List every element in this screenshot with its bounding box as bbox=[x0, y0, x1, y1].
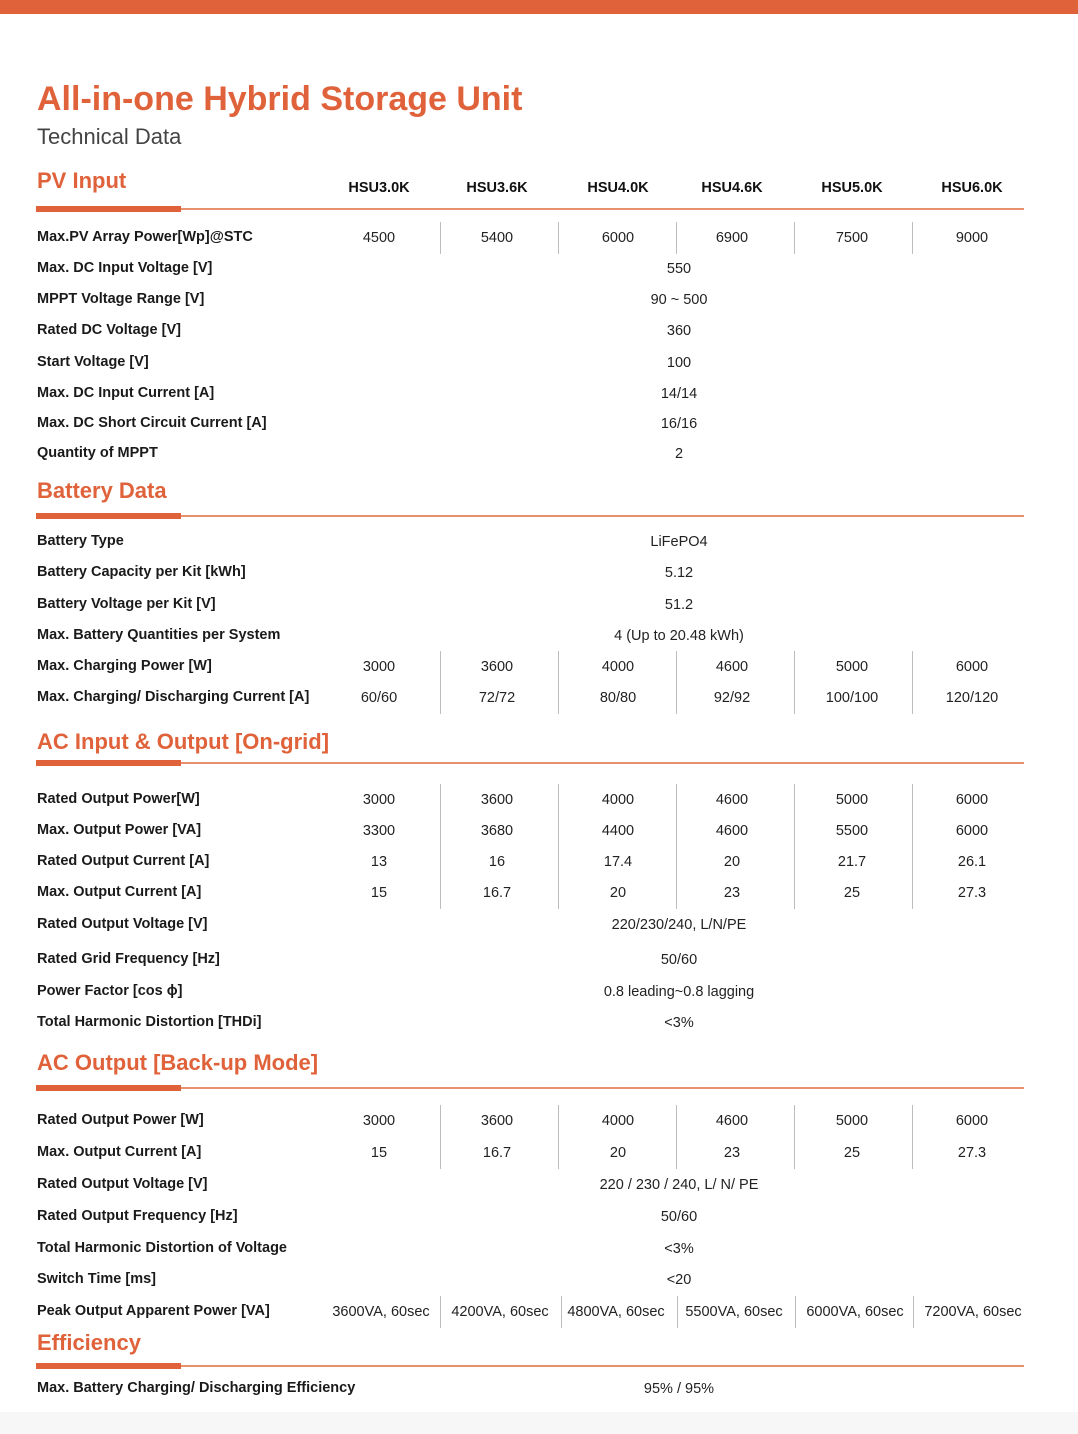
top-accent-bar bbox=[0, 0, 1078, 14]
spec-value: 16/16 bbox=[660, 416, 698, 432]
spec-value: 7500 bbox=[835, 230, 869, 246]
spec-value: 20 bbox=[723, 854, 741, 870]
spec-value: 4500 bbox=[362, 230, 396, 246]
spec-label: Max. Charging Power [W] bbox=[37, 658, 212, 674]
section-divider bbox=[36, 208, 1024, 210]
spec-value: 4400 bbox=[601, 823, 635, 839]
spec-value: 4200VA, 60sec bbox=[451, 1304, 549, 1320]
spec-label: Max. Output Current [A] bbox=[37, 1144, 202, 1160]
spec-value: 23 bbox=[723, 1145, 741, 1161]
section-divider bbox=[36, 1087, 1024, 1089]
spec-value: 220/230/240, L/N/PE bbox=[611, 917, 747, 933]
section-accent-bar bbox=[36, 760, 181, 766]
spec-value: 80/80 bbox=[599, 690, 637, 706]
spec-value: 4000 bbox=[601, 659, 635, 675]
column-divider bbox=[794, 651, 795, 714]
spec-label: Rated Output Power [W] bbox=[37, 1112, 204, 1128]
spec-value: 6000 bbox=[955, 823, 989, 839]
section-title-ac-grid: AC Input & Output [On-grid] bbox=[37, 729, 330, 754]
spec-value: 16.7 bbox=[482, 1145, 512, 1161]
page-bottom-edge bbox=[0, 1412, 1078, 1434]
section-accent-bar bbox=[36, 513, 181, 519]
spec-value: 21.7 bbox=[837, 854, 867, 870]
spec-value: 4000 bbox=[601, 1113, 635, 1129]
section-divider bbox=[36, 1365, 1024, 1367]
spec-value: 7200VA, 60sec bbox=[924, 1304, 1022, 1320]
section-title-efficiency: Efficiency bbox=[37, 1330, 141, 1355]
column-divider bbox=[558, 784, 559, 909]
spec-label: Max. Output Power [VA] bbox=[37, 822, 202, 838]
spec-label: Battery Voltage per Kit [V] bbox=[37, 596, 216, 612]
spec-value: 9000 bbox=[955, 230, 989, 246]
spec-label: Battery Capacity per Kit [kWh] bbox=[37, 564, 246, 580]
column-divider bbox=[676, 1105, 677, 1169]
spec-value: 25 bbox=[843, 885, 861, 901]
spec-value: 17.4 bbox=[603, 854, 633, 870]
column-divider bbox=[440, 222, 441, 254]
spec-value: 92/92 bbox=[713, 690, 751, 706]
model-header: HSU5.0K bbox=[821, 180, 883, 196]
spec-value: 3600VA, 60sec bbox=[332, 1304, 430, 1320]
spec-value: <3% bbox=[664, 1241, 694, 1257]
spec-value: 6000 bbox=[955, 792, 989, 808]
model-header: HSU4.6K bbox=[701, 180, 763, 196]
spec-value: 6000 bbox=[601, 230, 635, 246]
spec-label: Rated Output Voltage [V] bbox=[37, 916, 208, 932]
spec-label: Battery Type bbox=[37, 533, 124, 549]
column-divider bbox=[440, 1296, 441, 1328]
spec-value: 100 bbox=[666, 355, 692, 371]
section-accent-bar bbox=[36, 1085, 181, 1091]
column-divider bbox=[676, 651, 677, 714]
spec-value: 550 bbox=[666, 261, 692, 277]
spec-label: Rated DC Voltage [V] bbox=[37, 322, 181, 338]
column-divider bbox=[677, 1296, 678, 1328]
spec-value: 3000 bbox=[362, 659, 396, 675]
section-title-ac-backup: AC Output [Back-up Mode] bbox=[37, 1050, 319, 1075]
spec-label: Max. Battery Charging/ Discharging Efficiency bbox=[37, 1380, 356, 1396]
spec-value: 15 bbox=[370, 885, 388, 901]
column-divider bbox=[558, 222, 559, 254]
column-divider bbox=[440, 1105, 441, 1169]
spec-value: 4800VA, 60sec bbox=[567, 1304, 665, 1320]
spec-value: 16 bbox=[488, 854, 506, 870]
spec-value: 72/72 bbox=[478, 690, 516, 706]
spec-value: 50/60 bbox=[660, 1209, 698, 1225]
spec-value: 3000 bbox=[362, 792, 396, 808]
column-divider bbox=[676, 222, 677, 254]
column-divider bbox=[558, 1105, 559, 1169]
spec-label: Max. Battery Quantities per System bbox=[37, 627, 281, 643]
spec-value: 3600 bbox=[480, 1113, 514, 1129]
spec-value: 120/120 bbox=[945, 690, 999, 706]
spec-value: 27.3 bbox=[957, 885, 987, 901]
column-divider bbox=[794, 1105, 795, 1169]
spec-value: 2 bbox=[674, 446, 684, 462]
section-divider bbox=[36, 762, 1024, 764]
spec-label: Power Factor [cos ϕ] bbox=[37, 983, 183, 999]
spec-value: 4 (Up to 20.48 kWh) bbox=[614, 628, 744, 644]
spec-value: 27.3 bbox=[957, 1145, 987, 1161]
model-header: HSU6.0K bbox=[941, 180, 1003, 196]
spec-value: 6000VA, 60sec bbox=[806, 1304, 904, 1320]
section-accent-bar bbox=[36, 1363, 181, 1369]
column-divider bbox=[794, 222, 795, 254]
spec-value: 5500VA, 60sec bbox=[685, 1304, 783, 1320]
spec-value: 5000 bbox=[835, 1113, 869, 1129]
spec-value: 20 bbox=[609, 1145, 627, 1161]
spec-value: 50/60 bbox=[660, 952, 698, 968]
spec-value: 3300 bbox=[362, 823, 396, 839]
spec-value: 5500 bbox=[835, 823, 869, 839]
section-title-pv: PV Input bbox=[37, 168, 127, 193]
column-divider bbox=[440, 784, 441, 909]
model-header: HSU3.6K bbox=[466, 180, 528, 196]
section-title-battery: Battery Data bbox=[37, 478, 167, 503]
spec-value: 360 bbox=[666, 323, 692, 339]
spec-value: 13 bbox=[370, 854, 388, 870]
page-title: All-in-one Hybrid Storage Unit bbox=[37, 80, 523, 118]
spec-label: Max. DC Input Voltage [V] bbox=[37, 260, 213, 276]
column-divider bbox=[561, 1296, 562, 1328]
spec-label: Rated Output Frequency [Hz] bbox=[37, 1208, 238, 1224]
column-divider bbox=[913, 1296, 914, 1328]
model-header: HSU4.0K bbox=[587, 180, 649, 196]
model-header: HSU3.0K bbox=[348, 180, 410, 196]
spec-value: 16.7 bbox=[482, 885, 512, 901]
column-divider bbox=[912, 1105, 913, 1169]
spec-value: 3000 bbox=[362, 1113, 396, 1129]
spec-value: 4600 bbox=[715, 1113, 749, 1129]
spec-label: Max. DC Short Circuit Current [A] bbox=[37, 415, 267, 431]
spec-label: Quantity of MPPT bbox=[37, 445, 158, 461]
spec-value: <3% bbox=[664, 1015, 694, 1031]
spec-value: LiFePO4 bbox=[650, 534, 708, 550]
spec-label: Max. Charging/ Discharging Current [A] bbox=[37, 689, 310, 705]
spec-value: 25 bbox=[843, 1145, 861, 1161]
spec-value: 5.12 bbox=[664, 565, 694, 581]
column-divider bbox=[440, 651, 441, 714]
spec-label: Start Voltage [V] bbox=[37, 354, 149, 370]
spec-value: 4600 bbox=[715, 823, 749, 839]
section-accent-bar bbox=[36, 206, 181, 212]
spec-label: Peak Output Apparent Power [VA] bbox=[37, 1303, 270, 1319]
spec-label: Max. Output Current [A] bbox=[37, 884, 202, 900]
spec-value: <20 bbox=[666, 1272, 692, 1288]
spec-value: 6000 bbox=[955, 1113, 989, 1129]
spec-value: 60/60 bbox=[360, 690, 398, 706]
spec-value: 23 bbox=[723, 885, 741, 901]
spec-value: 3600 bbox=[480, 659, 514, 675]
spec-label: Rated Output Power[W] bbox=[37, 791, 200, 807]
page-subtitle: Technical Data bbox=[37, 124, 182, 149]
spec-label: Switch Time [ms] bbox=[37, 1271, 156, 1287]
spec-label: Rated Output Current [A] bbox=[37, 853, 210, 869]
spec-label: Total Harmonic Distortion of Voltage bbox=[37, 1240, 287, 1256]
spec-value: 3680 bbox=[480, 823, 514, 839]
column-divider bbox=[676, 784, 677, 909]
spec-value: 5400 bbox=[480, 230, 514, 246]
column-divider bbox=[912, 222, 913, 254]
spec-value: 26.1 bbox=[957, 854, 987, 870]
spec-value: 5000 bbox=[835, 659, 869, 675]
column-divider bbox=[795, 1296, 796, 1328]
spec-value: 4600 bbox=[715, 792, 749, 808]
spec-value: 90 ~ 500 bbox=[650, 292, 708, 308]
spec-value: 6000 bbox=[955, 659, 989, 675]
spec-value: 0.8 leading~0.8 lagging bbox=[603, 984, 755, 1000]
spec-value: 95% / 95% bbox=[643, 1381, 715, 1397]
spec-value: 5000 bbox=[835, 792, 869, 808]
spec-value: 4600 bbox=[715, 659, 749, 675]
spec-value: 100/100 bbox=[825, 690, 879, 706]
spec-value: 15 bbox=[370, 1145, 388, 1161]
column-divider bbox=[912, 784, 913, 909]
column-divider bbox=[912, 651, 913, 714]
spec-label: Rated Output Voltage [V] bbox=[37, 1176, 208, 1192]
spec-value: 20 bbox=[609, 885, 627, 901]
section-divider bbox=[36, 515, 1024, 517]
spec-label: Total Harmonic Distortion [THDi] bbox=[37, 1014, 262, 1030]
spec-value: 4000 bbox=[601, 792, 635, 808]
spec-label: MPPT Voltage Range [V] bbox=[37, 291, 205, 307]
spec-label: Max. DC Input Current [A] bbox=[37, 385, 215, 401]
spec-value: 6900 bbox=[715, 230, 749, 246]
spec-value: 51.2 bbox=[664, 597, 694, 613]
spec-value: 3600 bbox=[480, 792, 514, 808]
spec-label: Rated Grid Frequency [Hz] bbox=[37, 951, 220, 967]
spec-value: 220 / 230 / 240, L/ N/ PE bbox=[599, 1177, 759, 1193]
column-divider bbox=[558, 651, 559, 714]
spec-label: Max.PV Array Power[Wp]@STC bbox=[37, 229, 253, 245]
spec-value: 14/14 bbox=[660, 386, 698, 402]
column-divider bbox=[794, 784, 795, 909]
